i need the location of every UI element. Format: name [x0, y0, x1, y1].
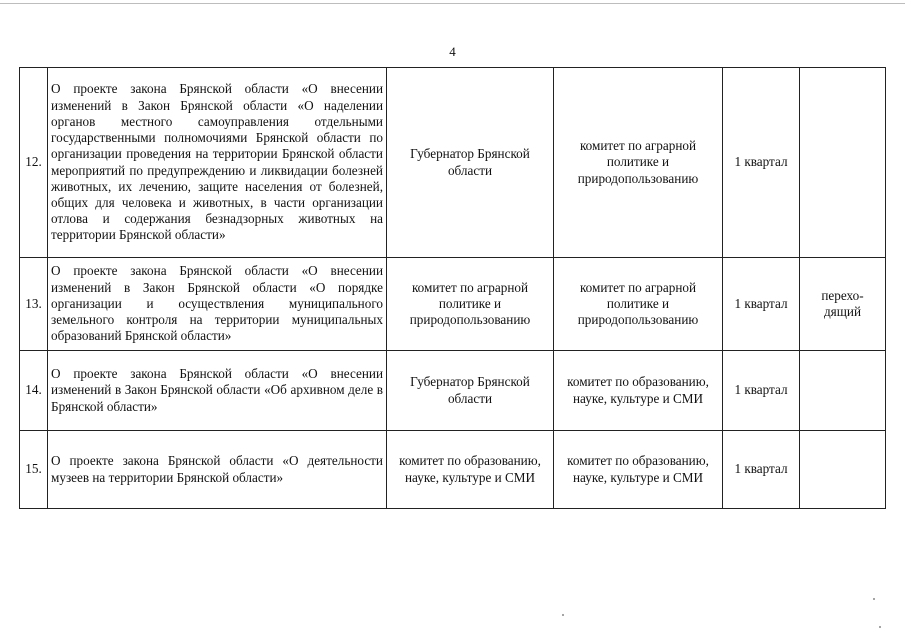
initiator-cell: Губернатор Брянской области	[387, 351, 554, 431]
table-row	[20, 68, 886, 258]
row-number: 15.	[20, 431, 48, 509]
scan-speck	[879, 626, 881, 628]
note-cell	[800, 431, 886, 509]
scan-speck	[873, 598, 875, 600]
responsible-committee-cell: комитет по аграрной политике и природопользованию	[554, 258, 723, 351]
table-row	[20, 431, 886, 509]
bill-title: О проекте закона Брянской области «О внесении изменений в Закон Брянской области «О порядке организации и осуществления муниципального земельного контроля на территории муниципальных образований Брянской области»	[48, 258, 387, 351]
row-number: 14.	[20, 351, 48, 431]
note-cell: перехо-дящий	[800, 258, 886, 351]
bill-title: О проекте закона Брянской области «О деятельности музеев на территории Брянской области»	[48, 431, 387, 509]
responsible-committee-cell: комитет по образованию, науке, культуре и СМИ	[554, 431, 723, 509]
responsible-committee-cell: комитет по аграрной политике и природопользованию	[554, 68, 723, 258]
initiator-cell: комитет по аграрной политике и природопользованию	[387, 258, 554, 351]
term-cell: 1 квартал	[723, 258, 800, 351]
term-cell: 1 квартал	[723, 351, 800, 431]
note-cell	[800, 68, 886, 258]
page-number: 4	[449, 44, 456, 59]
legislative-plan-table	[19, 67, 886, 509]
top-scan-line	[0, 3, 905, 4]
table-row	[20, 351, 886, 431]
row-number: 13.	[20, 258, 48, 351]
responsible-committee-cell: комитет по образованию, науке, культуре и СМИ	[554, 351, 723, 431]
term-cell: 1 квартал	[723, 431, 800, 509]
scan-speck	[562, 614, 564, 616]
note-cell	[800, 351, 886, 431]
initiator-cell: комитет по образованию, науке, культуре и СМИ	[387, 431, 554, 509]
bill-title: О проекте закона Брянской области «О внесении изменений в Закон Брянской области «Об архивном деле в Брянской области»	[48, 351, 387, 431]
row-number: 12.	[20, 68, 48, 258]
bill-title: О проекте закона Брянской области «О внесении изменений в Закон Брянской области «О наделении органов местного самоуправления отдельными государственными полномочиями Брянской области по организации проведения на территории Брянской области мероприятий по предупреждению и ликвидации болезней животных, их лечению, защите населения от болезней, общих для человека и животных, в части организации отлова и содержания безнадзорных животных на территории Брянской области»	[48, 68, 387, 258]
term-cell: 1 квартал	[723, 68, 800, 258]
table-row	[20, 258, 886, 351]
initiator-cell: Губернатор Брянской области	[387, 68, 554, 258]
